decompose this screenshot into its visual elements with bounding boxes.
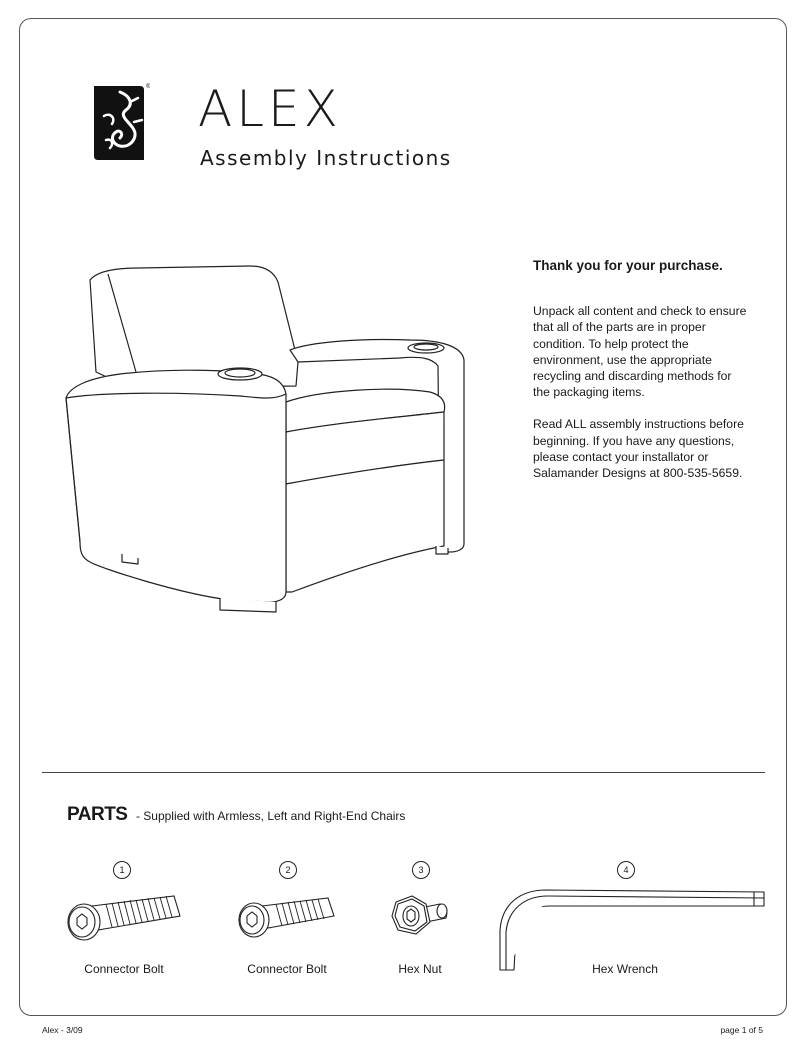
part-label: Connector Bolt <box>84 962 164 976</box>
footer-page-number: page 1 of 5 <box>720 1025 763 1035</box>
intro-paragraph-unpack: Unpack all content and check to ensure that all of the parts are in proper condition. To help protect the environment, use the appropriate recycling and discarding methods for the packaging items. <box>533 304 747 400</box>
section-divider <box>42 772 765 773</box>
parts-subtitle: - Supplied with Armless, Left and Right-End Chairs <box>135 809 406 823</box>
part-number-badge: 1 <box>113 861 131 879</box>
part-label: Connector Bolt <box>247 962 327 976</box>
part-number-badge: 2 <box>279 861 297 879</box>
registered-mark: ® <box>146 84 150 90</box>
intro-text <box>533 258 748 497</box>
salamander-logo-icon <box>90 82 150 164</box>
long-connector-bolt-icon <box>62 888 186 948</box>
hex-nut-icon <box>386 890 456 946</box>
parts-heading <box>67 804 405 826</box>
parts-title: PARTS <box>67 804 128 825</box>
part-label: Hex Wrench <box>592 962 658 976</box>
page-subtitle: Assembly Instructions <box>200 146 452 170</box>
part-label: Hex Nut <box>398 962 442 976</box>
short-connector-bolt-icon <box>232 888 342 948</box>
footer-doc-id: Alex - 3/09 <box>42 1025 83 1035</box>
part-number-badge: 3 <box>412 861 430 879</box>
part-number-badge: 4 <box>617 861 635 879</box>
chair-illustration <box>60 262 480 618</box>
intro-paragraph-read: Read ALL assembly instructions before beginning. If you have any questions, please contact your installator or Salamander Designs at 800-535-5659. <box>533 417 744 481</box>
page-title: ALEX <box>198 80 342 138</box>
intro-heading: Thank you for your purchase. <box>533 258 723 273</box>
